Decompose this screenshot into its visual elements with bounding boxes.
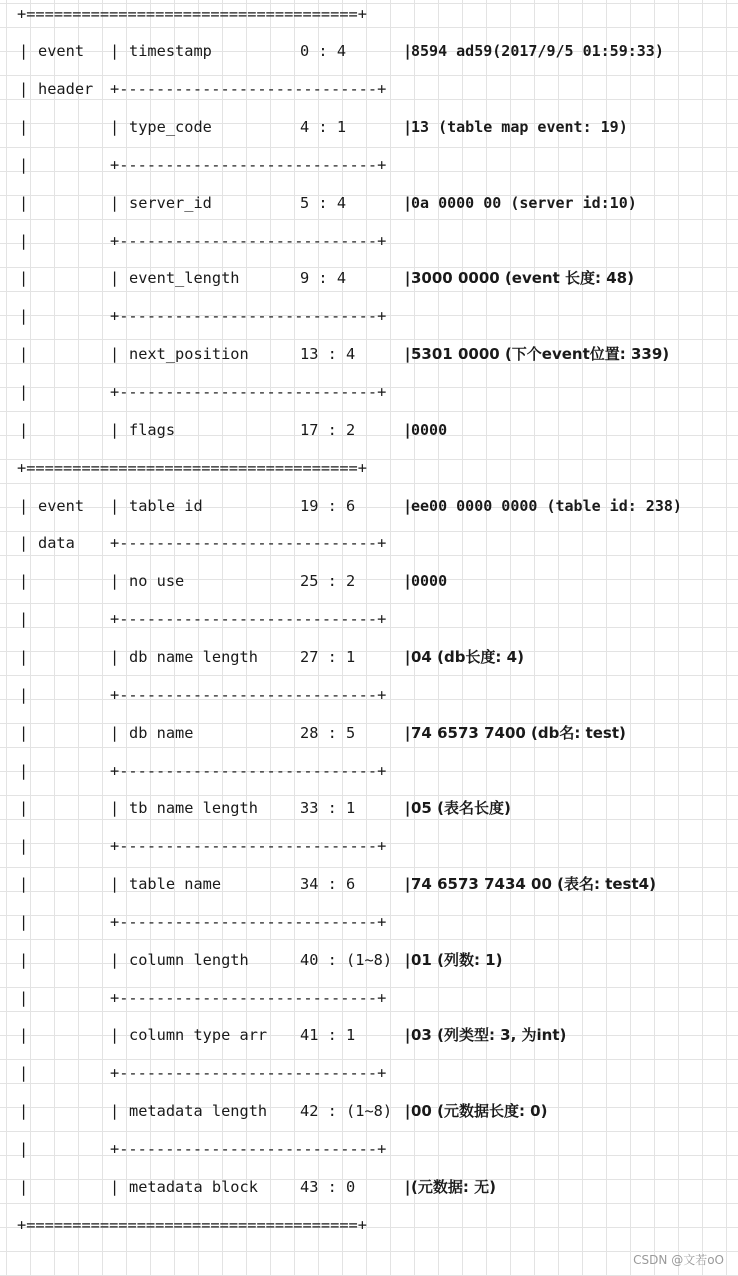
pipe: | <box>403 269 413 288</box>
pipe: | <box>19 1140 29 1158</box>
field-value: 5301 0000 (下个event位置: 339) <box>411 345 670 364</box>
pipe: | <box>403 420 413 439</box>
pipe: | <box>19 1064 29 1083</box>
field-offset-size: 5 : 4 <box>300 193 347 212</box>
pipe: | <box>19 799 29 818</box>
pipe: | <box>110 1026 120 1045</box>
field-offset-size: 40 : (1~8) <box>300 950 393 969</box>
pipe: | <box>403 496 413 515</box>
pipe: | <box>110 118 120 137</box>
pipe: | <box>110 950 120 969</box>
field-value: 0a 0000 00 (server id:10) <box>411 193 637 212</box>
single-rule: +----------------------------+ <box>110 837 387 856</box>
field-name: tb name length <box>129 799 258 818</box>
pipe: | <box>403 42 413 61</box>
pipe: | <box>403 572 413 591</box>
field-value: (元数据: 无) <box>411 1177 496 1196</box>
pipe: | <box>110 799 120 818</box>
field-offset-size: 4 : 1 <box>300 118 347 137</box>
section-label: event <box>38 496 85 515</box>
pipe: | <box>19 875 29 894</box>
pipe: | <box>403 193 413 212</box>
single-rule: +----------------------------+ <box>110 307 387 326</box>
double-rule-text: +====================================+ <box>17 4 367 23</box>
pipe: | <box>110 496 120 515</box>
pipe: | <box>19 42 29 61</box>
field-name: column type arr <box>129 1026 268 1045</box>
pipe: | <box>403 647 413 666</box>
field-value: 0000 <box>411 420 448 439</box>
pipe: | <box>19 534 29 553</box>
pipe: | <box>19 837 29 856</box>
field-offset-size: 34 : 6 <box>300 875 356 894</box>
pipe: | <box>110 42 120 61</box>
double-rule-text: +====================================+ <box>17 1215 367 1234</box>
pipe: | <box>110 572 120 591</box>
field-offset-size: 33 : 1 <box>300 799 356 818</box>
pipe: | <box>19 307 29 326</box>
pipe: | <box>19 231 29 250</box>
field-offset-size: 19 : 6 <box>300 496 356 515</box>
field-value: 13 (table map event: 19) <box>411 118 628 137</box>
section-label: data <box>38 534 75 553</box>
pipe: | <box>19 647 29 666</box>
field-name: timestamp <box>129 42 212 61</box>
field-name: table name <box>129 875 222 894</box>
field-value: 04 (db长度: 4) <box>411 647 524 666</box>
single-rule: +----------------------------+ <box>110 988 387 1007</box>
pipe: | <box>19 988 29 1007</box>
pipe: | <box>403 875 413 894</box>
pipe: | <box>19 269 29 288</box>
single-rule: +----------------------------+ <box>110 685 387 704</box>
pipe: | <box>19 1102 29 1121</box>
field-value: 8594 ad59(2017/9/5 01:59:33) <box>411 42 664 61</box>
single-rule: +----------------------------+ <box>110 761 387 780</box>
pipe: | <box>19 193 29 212</box>
pipe: | <box>403 799 413 818</box>
pipe: | <box>19 950 29 969</box>
pipe: | <box>110 723 120 742</box>
pipe: | <box>110 420 120 439</box>
pipe: | <box>403 950 413 969</box>
field-name: no use <box>129 572 185 591</box>
pipe: | <box>19 345 29 364</box>
pipe: | <box>110 1177 120 1196</box>
field-name: server_id <box>129 193 212 212</box>
pipe: | <box>403 345 413 364</box>
field-offset-size: 42 : (1~8) <box>300 1102 393 1121</box>
single-rule: +----------------------------+ <box>110 80 387 99</box>
field-offset-size: 41 : 1 <box>300 1026 356 1045</box>
pipe: | <box>19 496 29 515</box>
field-offset-size: 25 : 2 <box>300 572 356 591</box>
field-offset-size: 28 : 5 <box>300 723 356 742</box>
field-name: type_code <box>129 118 212 137</box>
pipe: | <box>19 761 29 780</box>
single-rule: +----------------------------+ <box>110 383 387 401</box>
pipe: | <box>403 1177 413 1196</box>
field-name: column length <box>129 950 249 969</box>
field-offset-size: 43 : 0 <box>300 1177 356 1196</box>
field-name: metadata block <box>129 1177 258 1196</box>
pipe: | <box>19 610 29 629</box>
pipe: | <box>19 80 29 99</box>
pipe: | <box>110 193 120 212</box>
section-label: event <box>38 42 85 61</box>
pipe: | <box>403 1102 413 1121</box>
field-offset-size: 27 : 1 <box>300 647 356 666</box>
section-label: header <box>38 80 94 99</box>
field-name: table id <box>129 496 203 515</box>
pipe: | <box>110 1102 120 1121</box>
pipe: | <box>19 118 29 137</box>
pipe: | <box>19 685 29 704</box>
pipe: | <box>110 269 120 288</box>
single-rule: +----------------------------+ <box>110 912 387 931</box>
single-rule: +----------------------------+ <box>110 534 387 553</box>
csdn-watermark: CSDN @文若oO <box>633 1253 724 1267</box>
field-name: metadata length <box>129 1102 268 1121</box>
field-name: event_length <box>129 269 240 288</box>
double-rule-text: +====================================+ <box>17 458 367 477</box>
single-rule: +----------------------------+ <box>110 155 387 174</box>
field-value: 74 6573 7434 00 (表名: test4) <box>411 875 656 894</box>
field-value: 0000 <box>411 572 448 591</box>
field-name: next_position <box>129 345 249 364</box>
field-offset-size: 0 : 4 <box>300 42 347 61</box>
field-value: 00 (元数据长度: 0) <box>411 1102 548 1121</box>
pipe: | <box>110 647 120 666</box>
field-name: db name length <box>129 647 258 666</box>
pipe: | <box>19 912 29 931</box>
pipe: | <box>403 1026 413 1045</box>
pipe: | <box>19 420 29 439</box>
pipe: | <box>403 118 413 137</box>
field-value: ee00 0000 0000 (table id: 238) <box>411 496 682 515</box>
field-name: db name <box>129 723 194 742</box>
pipe: | <box>110 875 120 894</box>
single-rule: +----------------------------+ <box>110 1064 387 1083</box>
field-value: 01 (列数: 1) <box>411 950 503 969</box>
field-offset-size: 13 : 4 <box>300 345 356 364</box>
pipe: | <box>110 345 120 364</box>
field-value: 74 6573 7400 (db名: test) <box>411 723 626 742</box>
pipe: | <box>19 155 29 174</box>
field-value: 3000 0000 (event 长度: 48) <box>411 269 634 288</box>
single-rule: +----------------------------+ <box>110 610 387 629</box>
pipe: | <box>19 1026 29 1045</box>
field-value: 03 (列类型: 3, 为int) <box>411 1026 567 1045</box>
field-name: flags <box>129 420 176 439</box>
single-rule: +----------------------------+ <box>110 1140 387 1158</box>
single-rule: +----------------------------+ <box>110 231 387 250</box>
field-value: 05 (表名长度) <box>411 799 511 818</box>
field-offset-size: 17 : 2 <box>300 420 356 439</box>
pipe: | <box>19 723 29 742</box>
pipe: | <box>19 383 29 401</box>
field-offset-size: 9 : 4 <box>300 269 347 288</box>
pipe: | <box>19 572 29 591</box>
pipe: | <box>403 723 413 742</box>
pipe: | <box>19 1177 29 1196</box>
